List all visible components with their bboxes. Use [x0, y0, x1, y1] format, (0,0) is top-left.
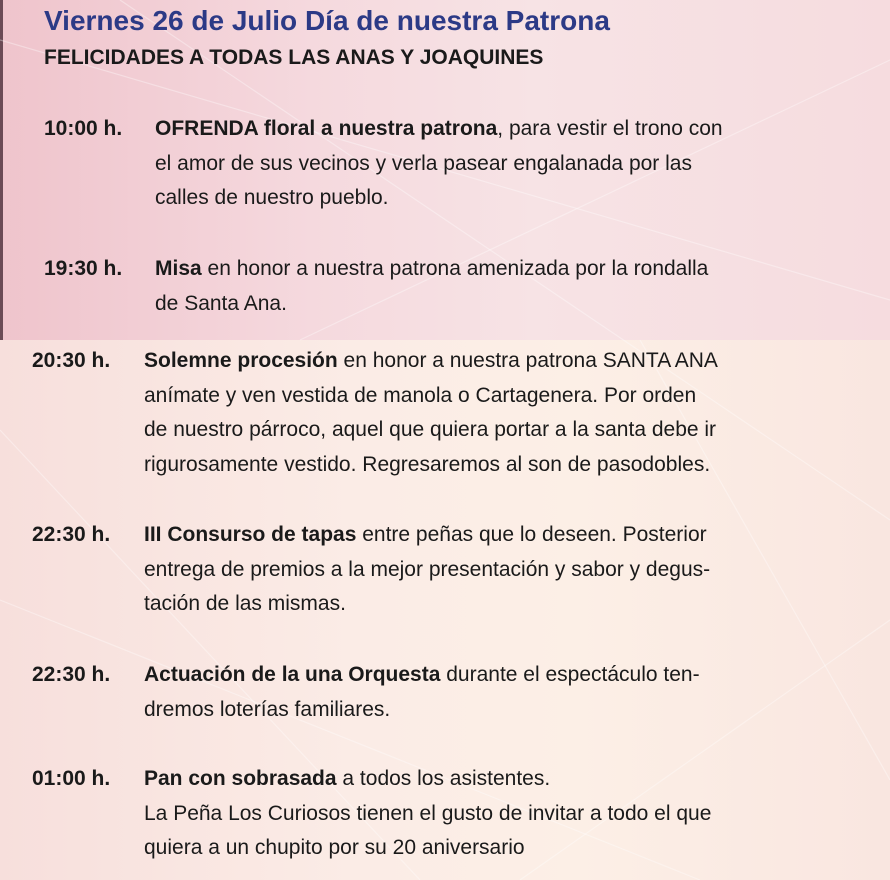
event-line-rest: en honor a nuestra patrona SANTA ANA [337, 349, 718, 372]
event-line: quiera a un chupito por su 20 aniversario [144, 836, 525, 859]
event-line: entrega de premios a la mejor presentación y sabor y degus- [144, 557, 711, 581]
event-line: tación de las mismas. [144, 592, 346, 615]
event-highlight: Misa [155, 257, 202, 280]
event-line: dremos loterías familiares. [144, 697, 391, 721]
event-description [144, 658, 700, 727]
event-highlight: III Consurso de tapas [144, 523, 357, 546]
event-line: el amor de sus vecinos y verla pasear engalanada por las [155, 151, 692, 175]
event-time: 19:30 h. [44, 257, 123, 280]
event-time: 10:00 h. [44, 117, 123, 140]
page-title: Viernes 26 de Julio Día de nuestra Patrona [44, 5, 610, 36]
event-line [155, 252, 708, 287]
event-line: rigurosamente vestido. Regresaremos al son de pasodobles. [144, 452, 711, 476]
event-time: 22:30 h. [32, 663, 111, 686]
event-line-rest: entre peñas que lo deseen. Posterior [356, 523, 707, 546]
event-highlight: Solemne procesión [144, 349, 338, 372]
event-description [144, 518, 710, 622]
event-time: 01:00 h. [32, 767, 111, 790]
event-line [144, 762, 711, 797]
event-line: de Santa Ana. [155, 291, 287, 315]
event-line [144, 518, 710, 553]
page-subtitle: FELICIDADES A TODAS LAS ANAS Y JOAQUINES [44, 46, 544, 69]
event-line [155, 112, 723, 147]
event-line-rest: en honor a nuestra patrona amenizada por la rondalla [201, 257, 709, 280]
event-highlight: Actuación de la una Orquesta [144, 663, 441, 686]
event-item [32, 658, 862, 730]
event-line [144, 344, 718, 379]
event-line-rest: a todos los asistentes. [336, 767, 551, 790]
event-description [144, 344, 718, 482]
event-item [32, 762, 862, 870]
event-description [144, 762, 711, 866]
event-time: 22:30 h. [32, 523, 111, 546]
event-description [155, 252, 708, 321]
event-highlight: OFRENDA floral a nuestra patrona [155, 117, 498, 140]
event-line-rest: durante el espectáculo ten- [440, 663, 700, 686]
event-line: calles de nuestro pueblo. [155, 186, 389, 209]
event-item [44, 252, 864, 324]
event-time: 20:30 h. [32, 349, 111, 372]
event-line: La Peña Los Curiosos tienen el gusto de invitar a todo el que [144, 801, 712, 825]
event-item [32, 518, 862, 624]
event-highlight: Pan con sobrasada [144, 767, 337, 790]
event-item [32, 344, 862, 484]
event-line-rest: , para vestir el trono con [497, 117, 723, 140]
event-line [144, 658, 700, 693]
event-line: de nuestro párroco, aquel que quiera portar a la santa debe ir [144, 418, 717, 441]
event-line: anímate y ven vestida de manola o Cartagenera. Por orden [144, 383, 697, 407]
event-item [44, 112, 864, 222]
event-description [155, 112, 723, 216]
